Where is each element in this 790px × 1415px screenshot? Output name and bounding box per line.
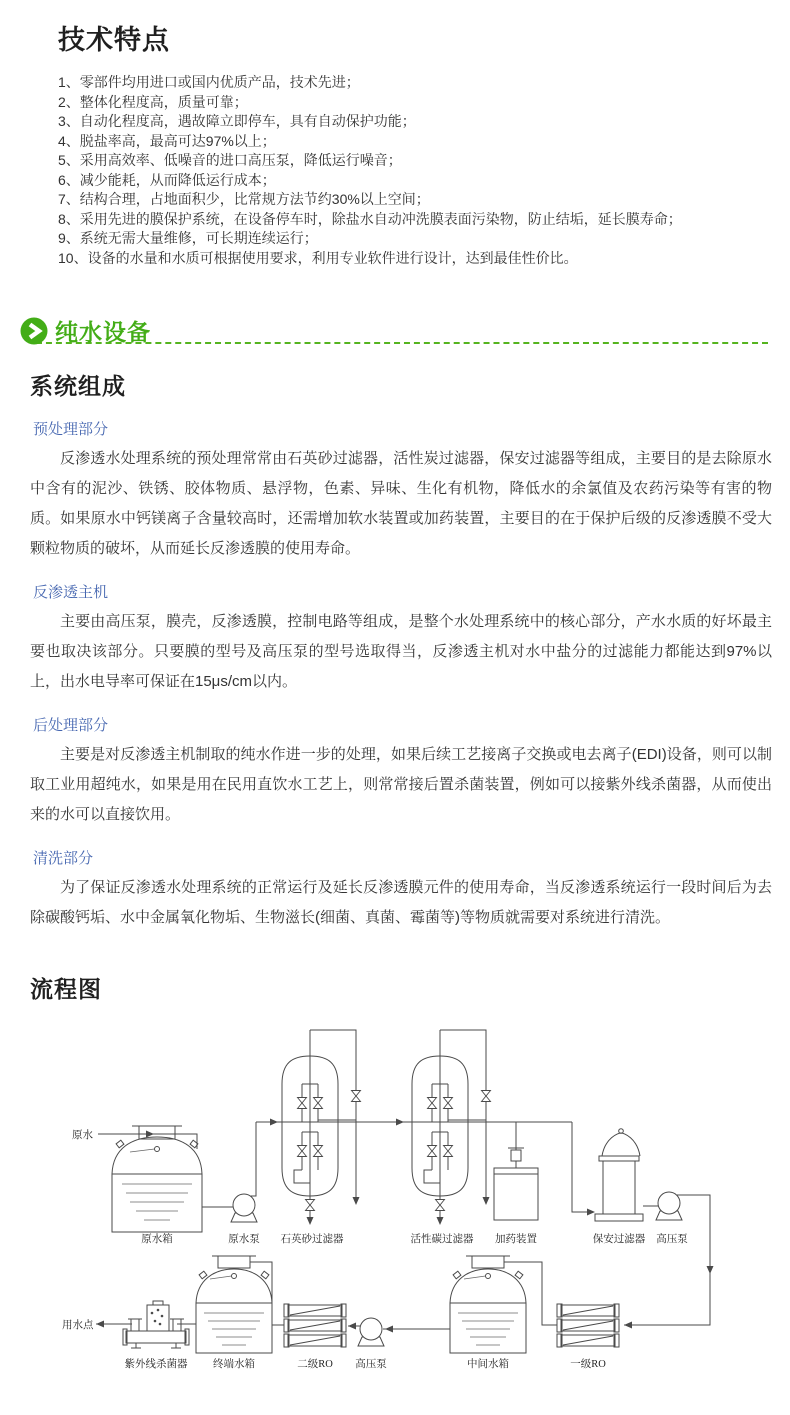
system-composition-section [0,368,790,933]
subsection-heading-posttreatment: 后处理部分 [33,717,109,734]
feature-item: 9、系统无需大量维修，可长期连续运行； [58,230,318,246]
raw-water-tank [112,1126,202,1232]
label-hp-pump-2: 高压泵 [355,1359,387,1370]
subsection-body: 主要是对反渗透主机制取的纯水作进一步的处理，如果后续工艺接离子交换或电去离子(EDI)设备，则可以制取工业用超纯水，如果是用在民用直饮水工艺上，则常常接后置杀菌装置，例如可以接紫外线杀菌器，从而使出来的水可以直接饮用。 [30,746,772,823]
dosing-device [494,1122,538,1220]
activated-carbon-filter [412,1030,491,1225]
feature-item: 6、减少能耗，从而降低运行成本； [58,171,276,188]
feature-item: 2、整体化程度高，质量可靠； [58,93,248,110]
section-title: 纯水设备 [55,319,151,345]
feature-item: 5、采用高效率、低噪音的进口高压泵，降低运行噪音； [58,152,402,168]
feature-item: 3、自动化程度高，遇故障立即停车，具有自动保护功能； [58,113,416,129]
process-flow-svg [52,1022,742,1384]
high-pressure-pump-2 [358,1318,384,1346]
subsection-body: 为了保证反渗透水处理系统的正常运行及延长反渗透膜元件的使用寿命，当反渗透系统运行一段时间后为去除碳酸钙垢、水中金属氧化物垢、生物滋长(细菌、真菌、霉菌等)等物质就需要对系统进行清洗。 [30,879,772,926]
label-mid-tank: 中间水箱 [467,1359,509,1370]
label-sand-filter: 石英砂过滤器 [280,1234,344,1245]
feature-item: 8、采用先进的膜保护系统，在设备停车时，除盐水自动冲洗膜表面污染物，防止结垢，延长膜寿命； [58,210,682,227]
subsection-heading-pretreatment: 预处理部分 [33,421,109,438]
tech-features-section [0,18,790,268]
feature-item: 7、结构合理，占地面积少，比常规方法节约30%以上空间； [58,191,430,207]
label-use-point: 用水点 [62,1320,94,1331]
feature-item: 4、脱盐率高，最高可达97%以上； [58,132,276,149]
feature-item: 10、设备的水量和水质可根据使用要求，利用专业软件进行设计，达到最佳性价比。 [58,249,578,266]
intermediate-water-tank [450,1256,526,1353]
label-raw-tank: 原水箱 [141,1234,173,1245]
raw-water-pump [231,1194,257,1222]
label-ro-stage2: 二级RO [297,1359,333,1370]
label-raw-pump: 原水泵 [228,1234,260,1245]
tech-features-title: 技术特点 [58,25,170,55]
system-title: 系统组成 [30,373,126,399]
label-end-tank: 终端水箱 [213,1359,255,1370]
high-pressure-pump [656,1192,682,1220]
chevron-right-icon [20,317,48,345]
process-flow-diagram [52,1022,790,1389]
ro-stage1-membranes [557,1304,619,1347]
label-carbon-filter: 活性碳过滤器 [410,1234,474,1245]
quartz-sand-filter [282,1030,361,1225]
tech-features-list [58,73,770,268]
raw-water-feed [72,1128,197,1149]
label-raw-water: 原水 [72,1130,93,1141]
feature-item: 1、零部件均用进口或国内优质产品，技术先进； [58,74,360,90]
subsection-body: 反渗透水处理系统的预处理常常由石英砂过滤器，活性炭过滤器，保安过滤器等组成，主要目的是去除原水中含有的泥沙、铁锈、胶体物质、悬浮物，色素、异味、生化有机物，降低水的余氯值及农药污染等有害的物质。如果原水中钙镁离子含量较高时，还需增加软水装置或加药装置，主要目的在于保护后级的反渗透膜不受大颗粒物质的破坏，从而延长反渗透膜的使用寿命。 [30,450,772,557]
subsection-heading-ro-host: 反渗透主机 [33,584,109,601]
label-hp-pump: 高压泵 [656,1234,688,1245]
label-dosing-device: 加药装置 [495,1234,537,1245]
flow-diagram-title: 流程图 [30,976,102,1002]
subsection-body: 主要由高压泵，膜壳，反渗透膜，控制电路等组成，是整个水处理系统中的核心部分，产水水质的好坏最主要也取决该部分。只要膜的型号及高压泵的型号选取得当，反渗透主机对水中盐分的过滤能力都能达到97%以上，出水电导率可保证在15μs/cm以内。 [30,613,772,690]
end-water-tank [196,1256,272,1353]
subsection-heading-cleaning: 清洗部分 [33,850,94,867]
security-filter [595,1129,643,1221]
label-uv-sterilizer: 紫外线杀菌器 [124,1359,188,1370]
ro-stage2-membranes [284,1304,346,1347]
label-security-filter: 保安过滤器 [592,1234,646,1245]
label-ro-stage1: 一级RO [570,1359,606,1370]
